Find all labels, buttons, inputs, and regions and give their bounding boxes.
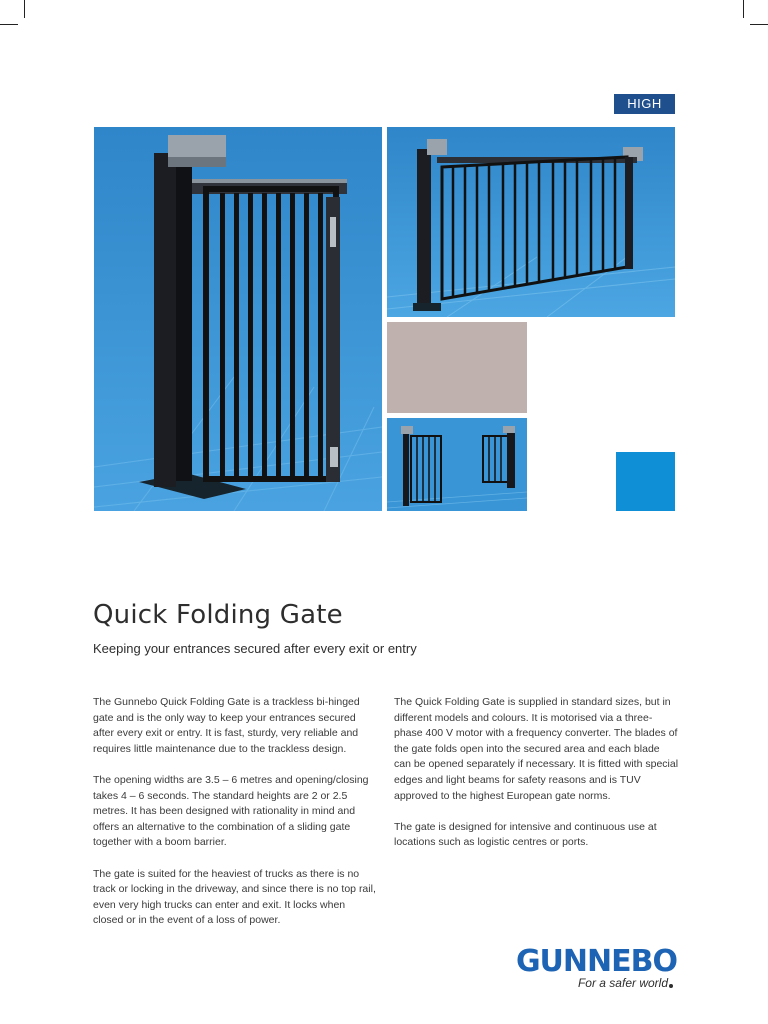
body-paragraph: The gate is designed for intensive and continuous use at locations such as logistic centres or ports. (394, 820, 657, 849)
crop-mark (0, 24, 18, 25)
body-column-right (394, 695, 679, 867)
gate-photo-small (387, 418, 527, 511)
body-paragraph: The Quick Folding Gate is supplied in standard sizes, but in different models and colours. It is motorised via a three-phase 400 V motor with a frequency converter. The blades of the gate folds open into the secured area and each blade can be opened separately if necessary. It is fitted with special edges and light beams for safety reasons and is TUV approved to the highest European gate norms. (394, 696, 679, 802)
security-level-badge: HIGH (614, 94, 675, 114)
logo-dot-icon (669, 984, 673, 988)
body-column-left (93, 695, 378, 945)
crop-mark (750, 24, 768, 25)
gate-illustration-small (387, 418, 527, 511)
gate-illustration-main (94, 127, 382, 511)
logo-wordmark: GUNNEBO (515, 944, 677, 979)
gunnebo-logo (512, 944, 677, 992)
gate-photo-wide (387, 127, 675, 317)
body-paragraph: The gate is suited for the heaviest of trucks as there is no track or locking in the driveway, and since there is no top rail, even very high trucks can enter and exit. It locks when closed or in the event of a loss of power. (93, 867, 376, 927)
color-swatch-beige (387, 322, 527, 413)
gate-illustration-wide (387, 127, 675, 317)
logo-tagline: For a safer world (577, 976, 668, 990)
body-paragraph: The Gunnebo Quick Folding Gate is a trackless bi-hinged gate and is the only way to keep your entrances secured after every exit or entry. It is fast, sturdy, very reliable and requires little maintenance due to the trackless design. (93, 696, 360, 755)
crop-mark (24, 0, 25, 18)
body-paragraph: The opening widths are 3.5 – 6 metres and opening/closing takes 4 – 6 seconds. The standard heights are 2 or 2.5 metres. It has been designed with rationality in mind and offers an alternative to the combination of a sliding gate together with a boom barrier. (93, 773, 369, 849)
crop-mark (743, 0, 744, 18)
page-subtitle: Keeping your entrances secured after every exit or entry (93, 641, 417, 656)
page-title: Quick Folding Gate (93, 600, 343, 630)
color-swatch-blue (616, 452, 675, 511)
gate-photo-main (94, 127, 382, 511)
